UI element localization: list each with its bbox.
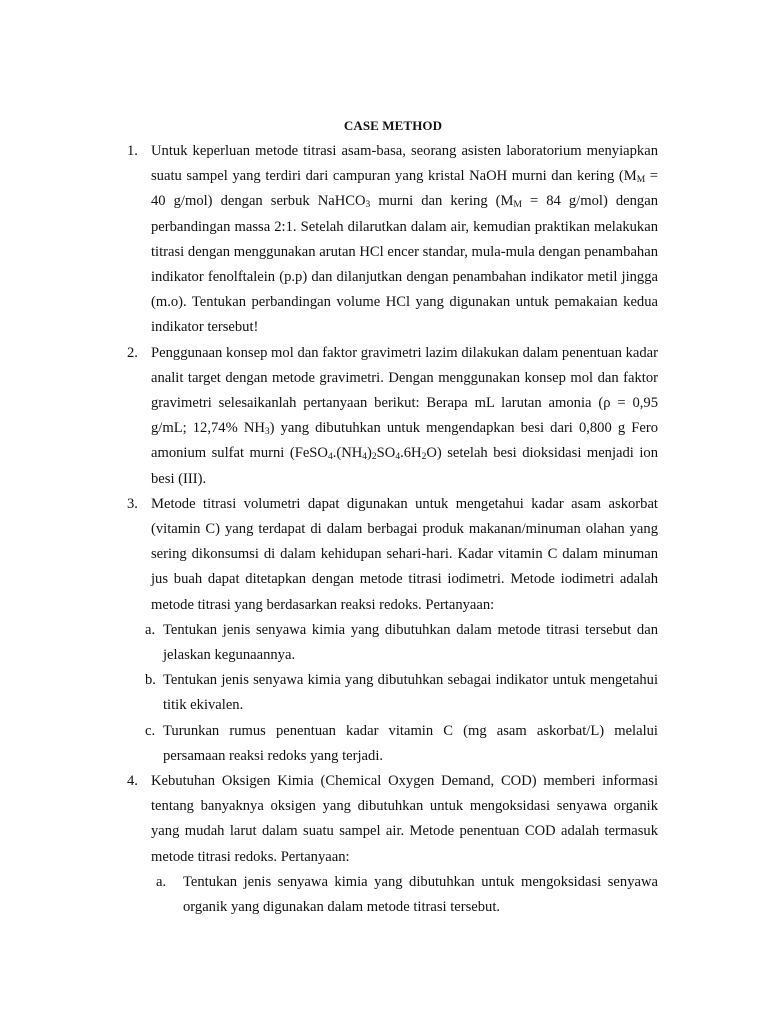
subitem-text: Tentukan jenis senyawa kimia yang dibutuhkan untuk mengoksidasi senyawa organik yang digunakan dalam metode titrasi tersebut. <box>183 873 658 916</box>
question-2 <box>127 341 658 492</box>
question-text-part: .(NH <box>332 445 363 462</box>
question-3-subitem-a <box>145 618 658 668</box>
subscript: 4 <box>395 452 401 463</box>
question-text-part: = 40 g/mol) dengan serbuk NaHCO <box>151 168 658 210</box>
subscript: 4 <box>362 452 368 463</box>
question-number: 1. <box>127 143 138 159</box>
subitem-label: a. <box>145 621 156 638</box>
question-number: 2. <box>127 344 138 361</box>
question-list <box>127 139 658 920</box>
document-title: CASE METHOD <box>343 118 443 133</box>
question-3-subitem-b <box>145 668 658 718</box>
question-text-part: O) setelah besi dioksidasi menjadi ion besi (III). <box>151 445 658 487</box>
question-3-subitem-c <box>145 719 658 769</box>
question-text-part: murni dan kering (M <box>370 193 514 210</box>
question-text-part: Untuk keperluan metode titrasi asam-basa, seorang asisten laboratorium menyiapkan suatu sampel yang terdiri dari campuran yang kristal NaOH murni dan kering (M <box>151 143 658 185</box>
subitem-label: b. <box>145 672 156 689</box>
question-1 <box>127 139 658 341</box>
subscript: 4 <box>327 452 333 463</box>
subscript: 2 <box>371 452 377 463</box>
question-3 <box>127 492 658 618</box>
subscript: M <box>513 200 522 211</box>
subitem-label: c. <box>145 722 156 739</box>
question-text-part: = 84 g/mol) dengan perbandingan massa 2:1. Setelah dilarutkan dalam air, kemudian praktikan melakukan titrasi dengan menggunakan arutan HCl encer standar, mula-mula dengan penambahan indikator fenolftalein (p.p) dan dilanjutkan dengan penambahan indikator metil jingga (m.o). Tentukan perbandingan volume HCl yang digunakan untuk pemakaian kedua indikator tersebut! <box>151 193 658 336</box>
subscript: M <box>636 175 646 186</box>
question-number: 3. <box>127 495 138 512</box>
subscript: 3 <box>365 200 371 211</box>
question-text-part: ) <box>367 445 372 462</box>
subitem-text: Turunkan rumus penentuan kadar vitamin C (mg asam askorbat/L) melalui persamaan reaksi redoks yang terjadi. <box>163 722 658 764</box>
question-text-part: ) yang dibutuhkan untuk mengendapkan besi dari 0,800 g Fero amonium sulfat murni (FeSO <box>151 420 658 462</box>
question-text-part: .6H <box>400 445 422 462</box>
question-text-part: SO <box>376 445 396 462</box>
subscript: 3 <box>264 427 270 438</box>
question-4 <box>127 769 658 870</box>
subitem-label: a. <box>156 873 167 890</box>
subitem-text: Tentukan jenis senyawa kimia yang dibutuhkan sebagai indikator untuk mengetahui titik ekivalen. <box>163 672 658 714</box>
subscript: 2 <box>421 452 427 463</box>
question-text: Kebutuhan Oksigen Kimia (Chemical Oxygen Demand, COD) memberi informasi tentang banyaknya oksigen yang dibutuhkan untuk mengoksidasi senyawa organik yang mudah larut dalam suatu sampel air. Metode penentuan COD adalah termasuk metode titrasi redoks. Pertanyaan: <box>151 773 658 865</box>
subitem-text: Tentukan jenis senyawa kimia yang dibutuhkan dalam metode titrasi tersebut dan jelaskan kegunaannya. <box>163 621 658 664</box>
question-4-subitem-a <box>151 870 658 920</box>
question-number: 4. <box>127 773 138 790</box>
question-text: Metode titrasi volumetri dapat digunakan untuk mengetahui kadar asam askorbat (vitamin C) yang terdapat di dalam berbagai produk makanan/minuman olahan yang sering dikonsumsi di dalam kehidupan sehari-hari. Kadar vitamin C dalam minuman jus buah dapat ditetapkan dengan metode titrasi iodimetri. Metode iodimetri adalah metode titrasi yang berdasarkan reaksi redoks. Pertanyaan: <box>151 495 658 613</box>
question-text-part: Penggunaan konsep mol dan faktor gravimetri lazim dilakukan dalam penentuan kadar analit target dengan metode gravimetri. Dengan menggunakan konsep mol dan faktor gravimetri selesaikanlah pertanyaan berikut: Berapa mL larutan amonia (ρ = 0,95 g/mL; 12,74% NH <box>151 344 658 437</box>
